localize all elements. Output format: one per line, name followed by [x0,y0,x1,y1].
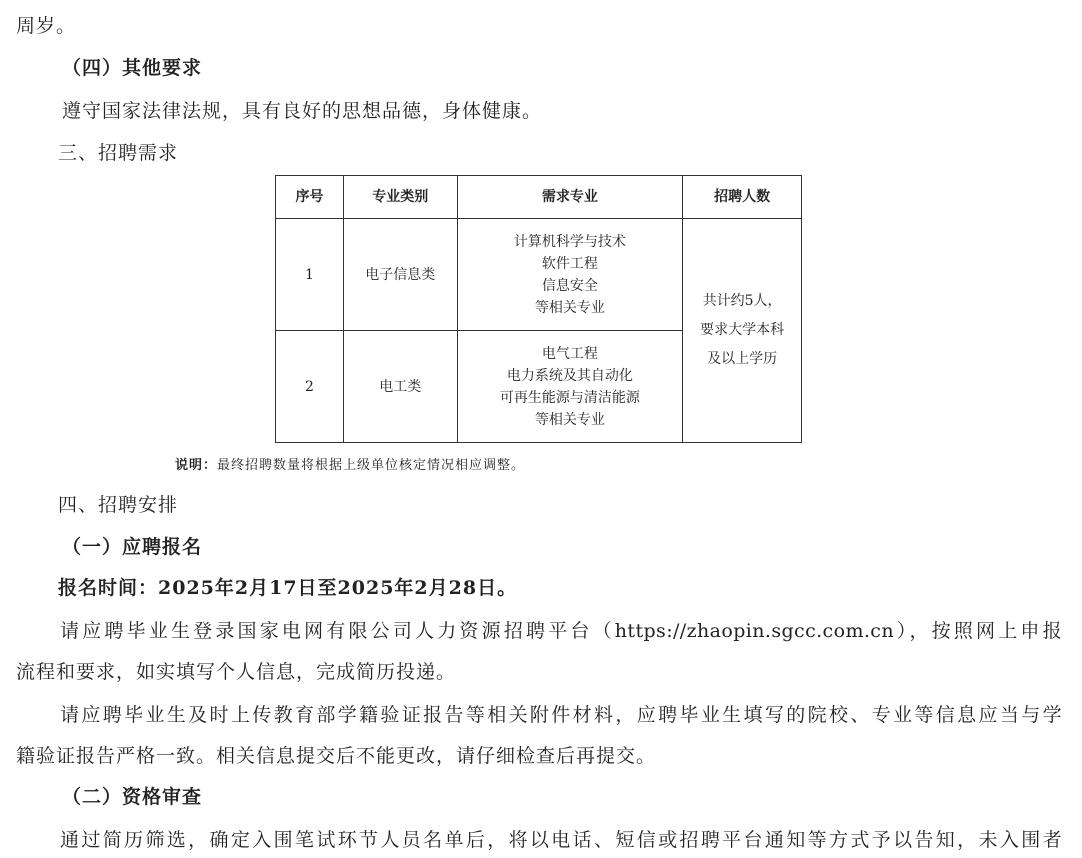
section-heading: （四）其他要求 [62,57,203,79]
text-line: 请应聘毕业生及时上传教育部学籍验证报告等相关附件材料，应聘毕业生填写的院校、专业等信息应当与学 [60,704,1062,726]
section-heading: 四、招聘安排 [58,494,179,516]
text-line: 通过简历筛选，确定入围笔试环节人员名单后，将以电话、短信或招聘平台通知等方式予以告知，未入围者 [60,829,1062,851]
table-header-cell: 招聘人数 [683,176,802,219]
text-line: 籍验证报告严格一致。相关信息提交后不能更改，请仔细检查后再提交。 [16,745,657,767]
major-item: 可再生能源与清洁能源 [499,389,640,406]
registration-time: 报名时间：2025年2月17日至2025年2月28日。 [58,577,518,599]
table-header-cell: 序号 [276,176,344,219]
table-row [276,219,802,331]
section-heading: （二）资格审查 [62,786,203,808]
text-line: 流程和要求，如实填写个人信息，完成简历投递。 [16,661,457,683]
note-text: 最终招聘数量将根据上级单位核定情况相应调整。 [217,458,526,473]
major-item: 等相关专业 [534,299,605,316]
text-line: 遵守国家法律法规，具有良好的思想品德，身体健康。 [62,100,543,122]
major-item: 软件工程 [541,255,598,272]
required-majors [457,331,683,443]
required-majors [457,219,683,331]
recruitment-table [275,175,802,443]
headcount-cell [683,219,802,443]
headcount-line: 要求大学本科 [700,322,785,338]
section-heading: （一）应聘报名 [62,536,203,558]
table-header-row [276,176,802,219]
text-line: 请应聘毕业生登录国家电网有限公司人力资源招聘平台（https://zhaopin.sgcc.com.cn），按照网上申报 [60,620,1062,642]
major-item: 电力系统及其自动化 [506,367,633,384]
major-category: 电工类 [343,331,457,443]
text-line: 周岁。 [16,15,77,37]
row-number: 2 [276,331,344,443]
note-label: 说明： [175,458,218,473]
table-note [175,454,525,473]
section-heading: 三、招聘需求 [58,142,179,164]
headcount-line: 及以上学历 [707,351,778,367]
major-item: 等相关专业 [534,411,605,428]
major-item: 计算机科学与技术 [513,233,626,250]
row-number: 1 [276,219,344,331]
major-item: 电气工程 [541,345,598,362]
headcount-line: 共计约5人， [702,293,782,309]
major-category: 电子信息类 [343,219,457,331]
table-header-cell: 需求专业 [457,176,683,219]
table-header-cell: 专业类别 [343,176,457,219]
major-item: 信息安全 [541,277,598,294]
